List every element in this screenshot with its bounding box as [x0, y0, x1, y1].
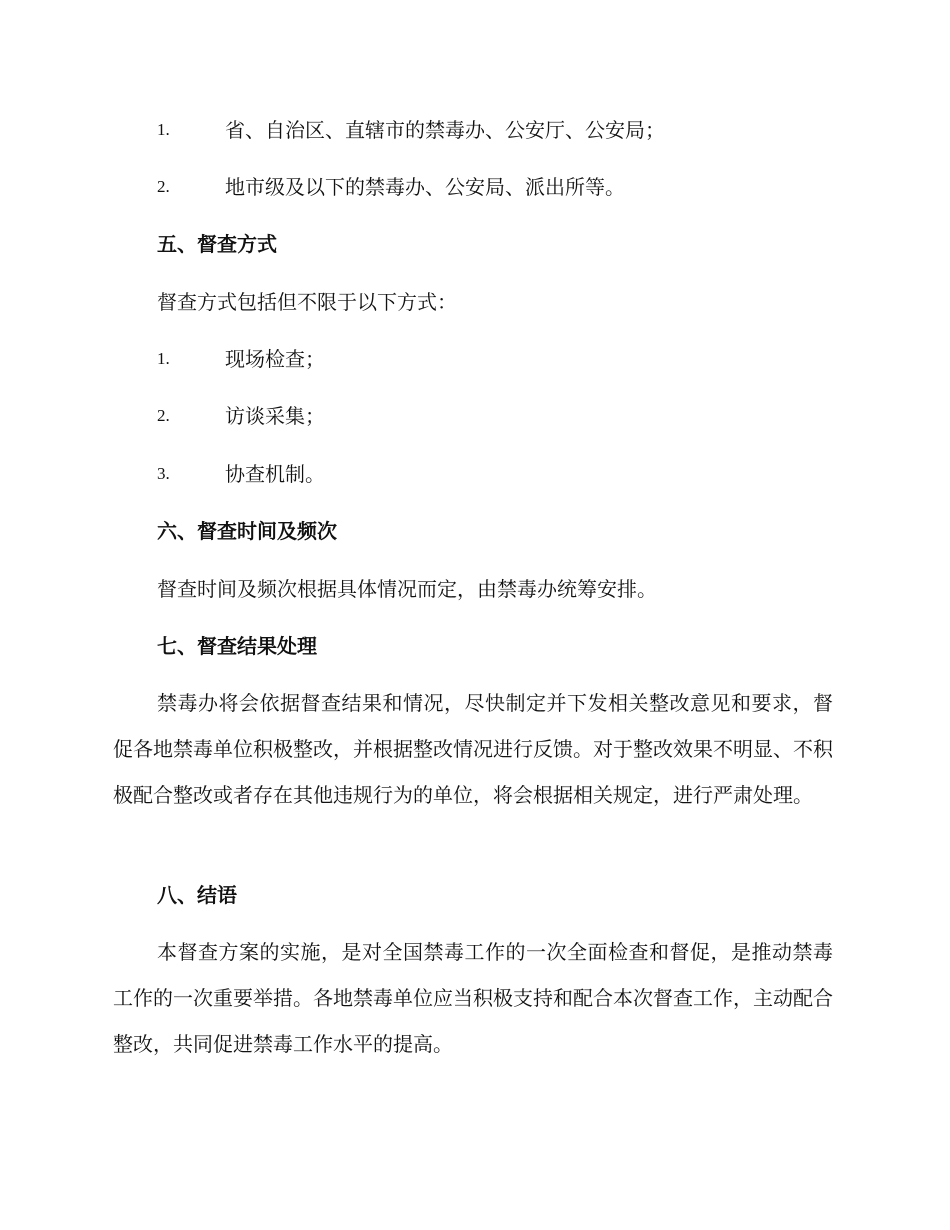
section-body: 本督查方案的实施，是对全国禁毒工作的一次全面检查和督促，是推动禁毒工作的一次重要举措。各地禁毒单位应当积极支持和配合本次督查工作，主动配合整改，共同促进禁毒工作水平的提高。 [113, 940, 833, 1056]
section-heading: 六、督查时间及频次 [157, 519, 337, 543]
section-heading: 五、督查方式 [157, 232, 277, 256]
list-item-text: 现场检查； [225, 347, 325, 371]
section-intro: 督查方式包括但不限于以下方式： [157, 290, 457, 314]
list-item-number: 3. [157, 464, 170, 483]
list-item-number: 2. [157, 406, 170, 425]
list-item-text: 地市级及以下的禁毒办、公安局、派出所等。 [225, 175, 625, 199]
section-body: 禁毒办将会依据督查结果和情况，尽快制定并下发相关整改意见和要求，督促各地禁毒单位积极整改，并根据整改情况进行反馈。对于整改效果不明显、不积极配合整改或者存在其他违规行为的单位，将会根据相关规定，进行严肃处理。 [113, 691, 833, 807]
list-item-text: 访谈采集； [225, 404, 325, 428]
list-item-text: 省、自治区、直辖市的禁毒办、公安厅、公安局； [225, 118, 665, 142]
list-item-number: 1. [157, 120, 170, 139]
list-item-number: 1. [157, 349, 170, 368]
section-body: 督查时间及频次根据具体情况而定，由禁毒办统筹安排。 [157, 577, 657, 601]
list-item-text: 协查机制。 [225, 462, 325, 486]
section-heading: 八、结语 [157, 883, 237, 907]
section-heading: 七、督查结果处理 [157, 634, 317, 658]
list-item-number: 2. [157, 177, 170, 196]
